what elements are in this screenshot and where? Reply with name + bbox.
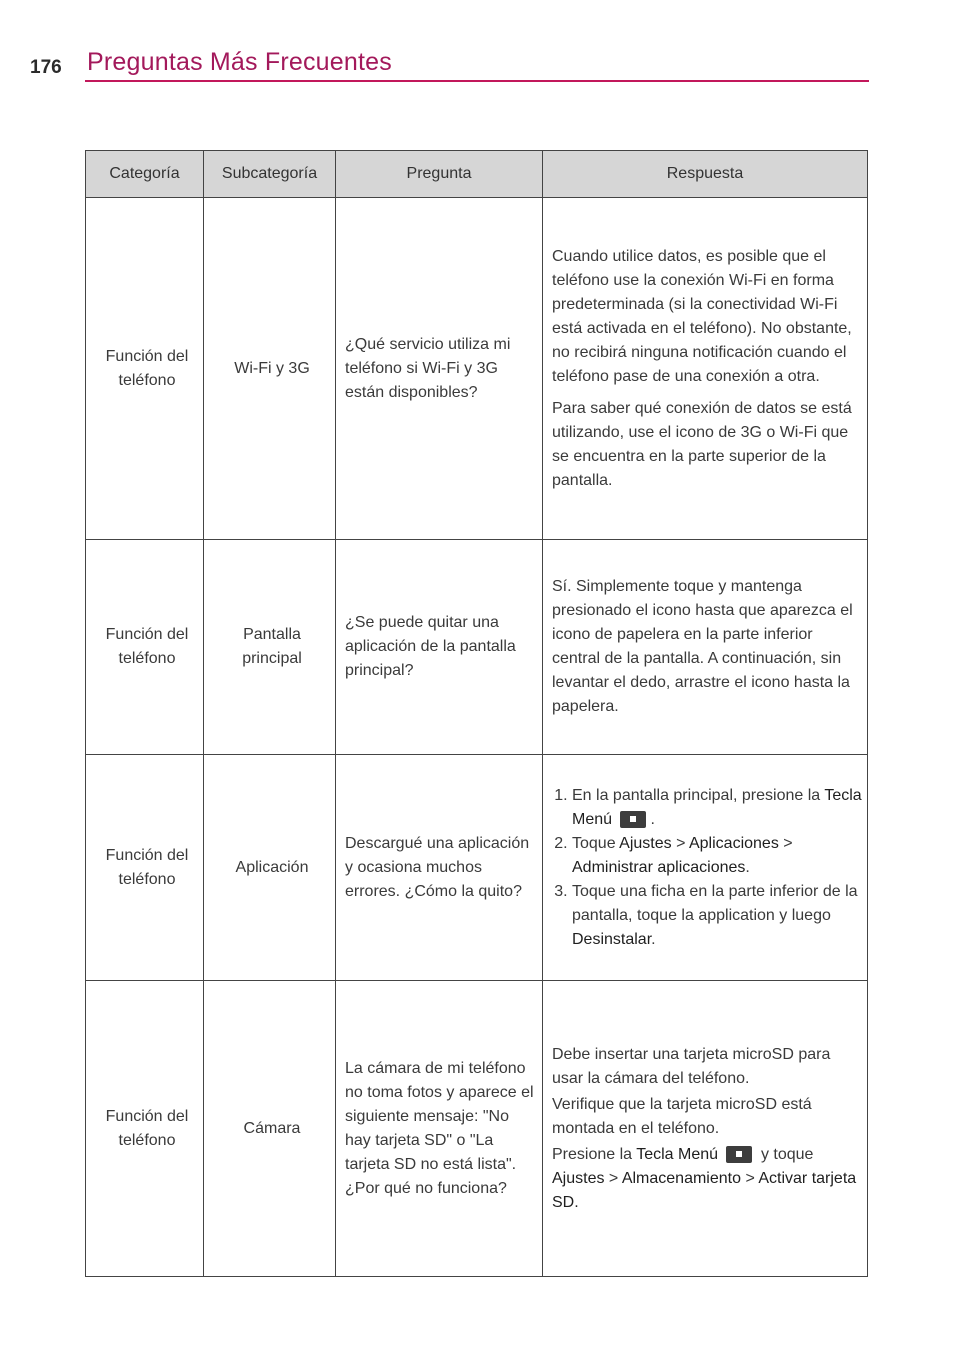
answer-paragraph: Cuando utilice datos, es posible que el teléfono use la conexión Wi-Fi en forma predeterminada (si la conectividad Wi-Fi está activada en el teléfono). No obstante, no recibirá ninguna notificación cuando el teléfono pase de una conexión a otra. — [552, 247, 852, 385]
storage-label: Almacenamiento — [621, 1169, 741, 1187]
answer-step: 1. En la pantalla principal, presione la Tecla Menú . — [572, 784, 863, 832]
uninstall-label: Desinstalar — [572, 930, 652, 948]
menu-key-label: Tecla Menú — [572, 786, 862, 828]
menu-key-icon — [620, 811, 646, 828]
applications-label: Aplicaciones — [688, 834, 779, 852]
answer-paragraph: Verifique que la tarjeta microSD está montada en el teléfono. — [552, 1095, 812, 1137]
menu-key-icon — [726, 1146, 752, 1163]
cell-category: Función del teléfono — [86, 198, 204, 540]
title-rule — [85, 80, 869, 82]
cell-category: Función del teléfono — [86, 755, 204, 981]
cell-answer — [543, 198, 868, 540]
page-title: Preguntas Más Frecuentes — [87, 48, 392, 76]
cell-question: ¿Se puede quitar una aplicación de la pantalla principal? — [336, 540, 543, 755]
answer-paragraph: Sí. Simplemente toque y mantenga presionado el icono hasta que aparezca el icono de papelera en la parte inferior central de la pantalla. A continuación, sin levantar el dedo, arrastre el icono hasta la papelera. — [552, 578, 853, 715]
cell-answer — [543, 540, 868, 755]
answer-paragraph: Para saber qué conexión de datos se está utilizando, use el icono de 3G o Wi-Fi que se encuentra en la parte superior de la pantalla. — [552, 399, 852, 489]
cell-subcategory: Cámara — [204, 981, 336, 1277]
table-header-row — [86, 151, 868, 198]
cell-question: Descargué una aplicación y ocasiona muchos errores. ¿Cómo la quito? — [336, 755, 543, 981]
cell-category: Función del teléfono — [86, 981, 204, 1277]
cell-subcategory: Aplicación — [204, 755, 336, 981]
answer-paragraph: Presione la Tecla Menú y toque Ajustes > Almacenamiento > Activar tarjeta SD. — [552, 1145, 857, 1211]
cell-category: Función del teléfono — [86, 540, 204, 755]
answer-steps — [552, 784, 863, 952]
faq-table — [85, 150, 868, 1277]
cell-question: La cámara de mi teléfono no toma fotos y aparece el siguiente mensaje: "No hay tarjeta SD" o "La tarjeta SD no está lista". ¿Por qué no funciona? — [336, 981, 543, 1277]
table-row — [86, 540, 868, 755]
answer-step: 2. Toque Ajustes > Aplicaciones > Administrar aplicaciones. — [572, 832, 863, 880]
header-category: Categoría — [86, 151, 204, 198]
cell-answer — [543, 981, 868, 1277]
cell-subcategory: Wi-Fi y 3G — [204, 198, 336, 540]
table-row — [86, 981, 868, 1277]
manage-applications-label: Administrar aplicaciones — [572, 858, 746, 876]
header-answer: Respuesta — [543, 151, 868, 198]
page-number: 176 — [30, 57, 62, 78]
header-subcategory: Subcategoría — [204, 151, 336, 198]
answer-step: 3. Toque una ficha en la parte inferior de la pantalla, toque la application y luego Desinstalar. — [572, 880, 863, 952]
table-row — [86, 755, 868, 981]
mount-sd-label: Activar tarjeta SD. — [552, 1169, 857, 1211]
cell-subcategory: Pantalla principal — [204, 540, 336, 755]
cell-question: ¿Qué servicio utiliza mi teléfono si Wi-Fi y 3G están disponibles? — [336, 198, 543, 540]
settings-label: Ajustes — [552, 1169, 605, 1187]
cell-answer — [543, 755, 868, 981]
answer-paragraph: Debe insertar una tarjeta microSD para usar la cámara del teléfono. — [552, 1045, 831, 1087]
header-question: Pregunta — [336, 151, 543, 198]
settings-label: Ajustes — [619, 834, 672, 852]
table-row — [86, 198, 868, 540]
menu-key-label: Tecla Menú — [636, 1145, 719, 1163]
